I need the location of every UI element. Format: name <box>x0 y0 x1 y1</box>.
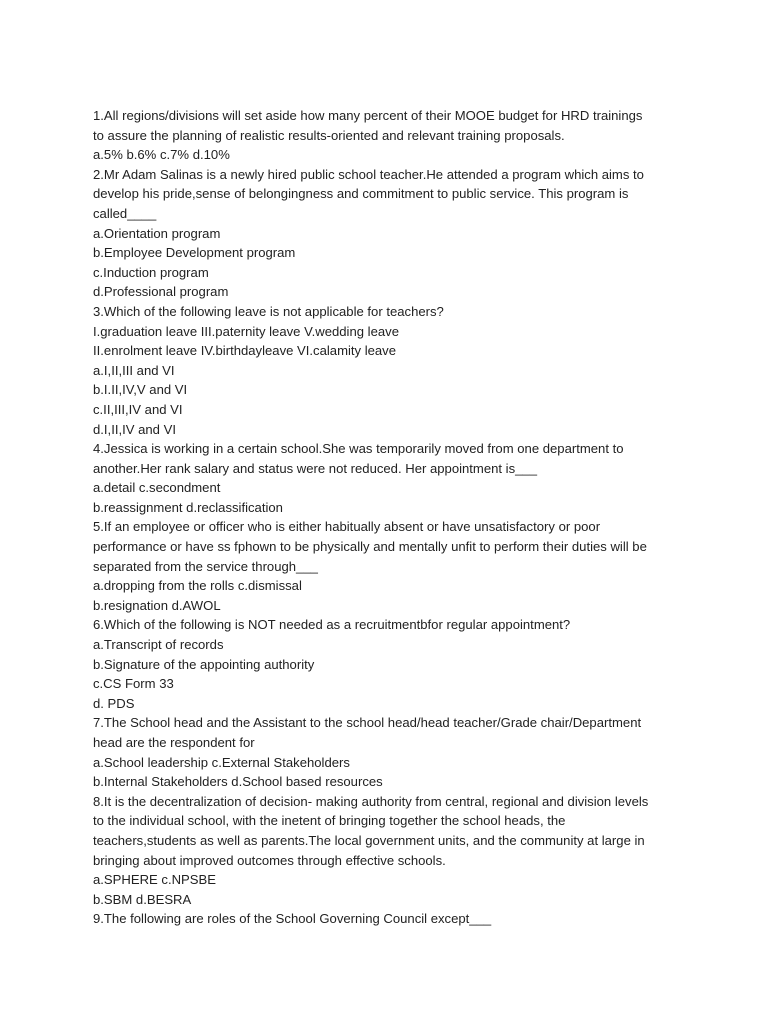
text-line: teachers,students as well as parents.The local government units, and the community at large in <box>93 832 645 848</box>
text-line: a.Transcript of records <box>93 637 224 653</box>
text-line: II.enrolment leave IV.birthdayleave VI.calamity leave <box>93 343 397 359</box>
text-line: c.CS Form 33 <box>93 676 174 692</box>
text-line: d.I,II,IV and VI <box>93 421 176 437</box>
document-text <box>93 106 673 929</box>
text-line: d.Professional program <box>93 284 229 300</box>
text-line: develop his pride,sense of belongingness and commitment to public service. This program is <box>93 186 629 202</box>
text-line: separated from the service through___ <box>93 558 318 574</box>
text-line: 1.All regions/divisions will set aside how many percent of their MOOE budget for HRD trainings <box>93 108 643 123</box>
text-line: a.Orientation program <box>93 225 221 241</box>
text-line: 6.Which of the following is NOT needed as a recruitmentbfor regular appointment? <box>93 617 571 633</box>
text-line: b.reassignment d.reclassification <box>93 499 283 515</box>
text-line: a.School leadership c.External Stakeholders <box>93 754 350 770</box>
text-line: b.I.II,IV,V and VI <box>93 382 188 398</box>
text-line: 3.Which of the following leave is not applicable for teachers? <box>93 303 444 319</box>
text-line: 9.The following are roles of the School Governing Council except___ <box>93 911 492 927</box>
text-line: called____ <box>93 205 157 221</box>
text-line: bringing about improved outcomes through effective schools. <box>93 852 446 868</box>
text-line: c.Induction program <box>93 264 209 280</box>
text-line: a.detail c.secondment <box>93 480 221 496</box>
text-line: c.II,III,IV and VI <box>93 401 183 417</box>
text-line: performance or have ss fphown to be physically and mentally unfit to perform their duties will be <box>93 539 647 555</box>
text-line: b.Signature of the appointing authority <box>93 656 315 672</box>
text-line: 4.Jessica is working in a certain school.She was temporarily moved from one department to <box>93 441 624 457</box>
text-line: head are the respondent for <box>93 735 255 750</box>
text-line: a.I,II,III and VI <box>93 362 175 378</box>
text-line: I.graduation leave III.paternity leave V.wedding leave <box>93 323 399 339</box>
text-line: d. PDS <box>93 695 135 711</box>
text-line: 7.The School head and the Assistant to the school head/head teacher/Grade chair/Department <box>93 715 642 731</box>
text-line: another.Her rank salary and status were not reduced. Her appointment is___ <box>93 460 537 476</box>
text-line: to the individual school, with the inetent of bringing together the school heads, the <box>93 813 566 829</box>
text-line: 8.It is the decentralization of decision- making authority from central, regional and division levels <box>93 793 649 809</box>
text-line: a.dropping from the rolls c.dismissal <box>93 578 302 594</box>
text-line: b.SBM d.BESRA <box>93 891 192 907</box>
text-line: a.5% b.6% c.7% d.10% <box>93 147 230 163</box>
text-line: 5.If an employee or officer who is either habitually absent or have unsatisfactory or poor <box>93 519 601 535</box>
text-line: to assure the planning of realistic results-oriented and relevant training proposals. <box>93 127 565 143</box>
text-line: 2.Mr Adam Salinas is a newly hired public school teacher.He attended a program which aims to <box>93 166 644 182</box>
text-line: b.Employee Development program <box>93 245 296 261</box>
text-line: b.resignation d.AWOL <box>93 597 221 613</box>
text-line: a.SPHERE c.NPSBE <box>93 872 216 888</box>
text-line: b.Internal Stakeholders d.School based resources <box>93 774 383 790</box>
